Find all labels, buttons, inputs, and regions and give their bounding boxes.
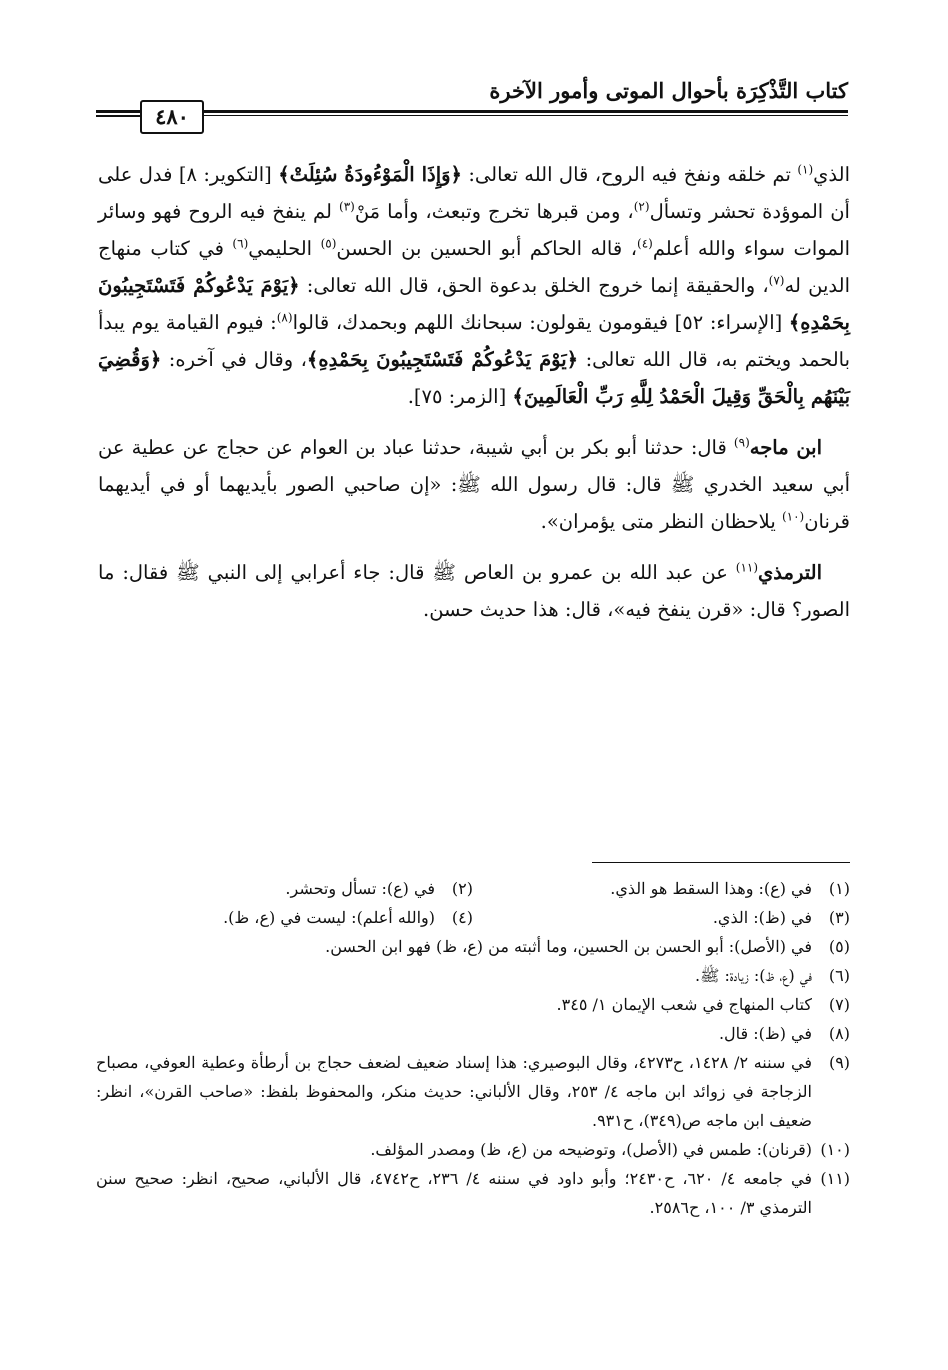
footnote-ref-5[interactable]: (٥) [320, 236, 337, 251]
footnote-7 [96, 990, 850, 1019]
main-text [98, 156, 850, 642]
text: [الزمر: ٧٥]. [407, 385, 513, 408]
footnote-ref-3[interactable]: (٣) [339, 199, 355, 214]
text: الذي [813, 163, 850, 186]
quran-verse: ﴿يَوْمَ يَدْعُوكُمْ فَتَسْتَجِيبُونَ بِحَمْدِهِ﴾ [306, 348, 579, 371]
hadith-source: ابن ماجه [749, 436, 823, 459]
footnote-number: (٥) [828, 937, 850, 956]
text: قال: حدثنا أبو بكر بن أبي شيبة، حدثنا عباد بن العوام عن حجاج عن عطية عن أبي سعيد الخدري ﷺ قال: قال رسول الله ﷺ: «إن صاحبي الصور بأيديهما أو في أيديهما قرنان [98, 436, 850, 533]
footnote-text: في (ع، ظ): زيادة: ﷺ. [695, 966, 812, 985]
header-rule-thin [96, 115, 848, 116]
footnote-11 [96, 1164, 850, 1222]
quran-verse: ﴿وَإِذَا الْمَوْءُودَةُ سُئِلَتْ﴾ [278, 163, 462, 186]
text: الحليمي [248, 237, 321, 260]
text: عن عبد الله بن عمرو بن العاص ﷺ قال: جاء أعرابي إلى النبي ﷺ فقال: ما الصور؟ قال: «قرن ينفخ فيه»، قال: هذا حديث حسن. [98, 561, 850, 621]
footnote-number: (٦) [828, 966, 850, 985]
page-header [96, 78, 848, 142]
footnote-ref-9[interactable]: (٩) [733, 435, 750, 450]
footnote-ref-4[interactable]: (٤) [637, 236, 653, 251]
text: تم خلقه ونفخ فيه الروح، قال الله تعالى: [461, 163, 798, 186]
header-rule [96, 110, 848, 113]
text: [الإسراء: ٥٢] فيقومون يقولون: سبحانك اللهم وبحمدك، قالوا [292, 311, 789, 334]
footnote-6 [96, 961, 850, 990]
footnote-ref-11[interactable]: (١١) [735, 560, 759, 575]
paragraph-3 [98, 554, 850, 628]
page-number: ٤٨٠ [140, 100, 204, 134]
quran-verse: ﴿يَوْمَ يَدْعُوكُمْ فَتَسْتَجِيبُونَ بِحَمْدِهِ﴾ [98, 274, 850, 334]
footnote-number: (٧) [828, 995, 850, 1014]
footnote-row [96, 903, 850, 932]
footnote-number: (٨) [828, 1024, 850, 1043]
text: يلاحظان النظر متى يؤمران». [540, 510, 782, 533]
footnote-text: في (الأصل): أبو الحسن بن الحسين، وما أثبته من (ع، ظ) فهو ابن الحسن. [325, 937, 812, 956]
text: : فيوم القيامة يوم يبدأ بالحمد ويختم به، قال الله تعالى: [98, 311, 851, 371]
paragraph-1 [98, 156, 850, 415]
text: [التكوير: ٨] فدل على أن الموؤدة تحشر وتسأل [98, 163, 850, 223]
text: لم ينفخ فيه الروح فهو وسائر الموات سواء والله أعلم [98, 200, 851, 260]
footnote-text: في سننه ٢/ ١٤٢٨، ح٤٢٧٣، وقال البوصيري: هذا إسناد ضعيف لضعف حجاج بن أرطأة وعطية العوفي، مصباح الزجاجة في زوائد ابن ماجه ٤/ ٢٥٣، وقال الألباني: حديث منكر، والمحفوظ بلفظ: «صاحب القرن»، انظر: ضعيف ابن ماجه ص(٣٤٩)، ح٩٣١. [96, 1053, 813, 1130]
quran-verse: ﴿وَقُضِيَ بَيْنَهُم بِالْحَقِّ وَقِيلَ الْحَمْدُ لِلَّهِ رَبِّ الْعَالَمِينَ﴾ [98, 348, 850, 408]
footnote-ref-1[interactable]: (١) [797, 162, 814, 177]
footnote-ref-6[interactable]: (٦) [232, 236, 249, 251]
text: ، قاله الحاكم أبو الحسين بن الحسن [336, 237, 637, 260]
text: ، وقال في آخره: [161, 348, 307, 371]
footnote-text: (قرنان): طمس في (الأصل)، وتوضيحه من (ع، ظ) ومصدر المؤلف. [370, 1140, 812, 1159]
footnote-number: (٣) [828, 908, 850, 927]
footnote-9 [96, 1048, 850, 1135]
footnote-text: (والله أعلم): ليست في (ع، ظ). [223, 908, 435, 927]
footnote-ref-8[interactable]: (٨) [276, 310, 293, 325]
paragraph-2 [98, 429, 850, 540]
footnote-number: (٤) [451, 908, 473, 927]
text: في كتاب منهاج الدين له [98, 237, 850, 297]
footnote-10 [96, 1135, 850, 1164]
hadith-source: الترمذي [758, 561, 822, 584]
footnote-2 [96, 874, 473, 903]
footnote-number: (٢) [451, 879, 473, 898]
footnote-5 [96, 932, 850, 961]
footnote-1 [473, 874, 850, 903]
page-number-tail [96, 115, 140, 117]
footnote-separator [592, 862, 850, 863]
footnote-text: في (ظ): قال. [718, 1024, 812, 1043]
footnote-text: كتاب المنهاج في شعب الإيمان ١/ ٣٤٥. [556, 995, 812, 1014]
footnote-ref-10[interactable]: (١٠) [781, 509, 805, 524]
footnote-text: في (ع): وهذا السقط هو الذي. [610, 879, 812, 898]
footnotes [96, 874, 850, 1222]
text: ، ومن قبرها تخرج وتبعث، وأما مَنْ [354, 200, 634, 223]
footnote-row [96, 874, 850, 903]
footnote-3 [473, 903, 850, 932]
footnote-4 [96, 903, 473, 932]
footnote-8 [96, 1019, 850, 1048]
footnote-number: (١٠) [820, 1140, 850, 1159]
footnote-number: (١١) [820, 1169, 851, 1188]
footnote-text: في (ظ): الذي. [712, 908, 812, 927]
footnote-text: في (ع): تسأل وتحشر. [285, 879, 435, 898]
text: ، والحقيقة إنما خروج الخلق بدعوة الحق، قال الله تعالى: [299, 274, 769, 297]
footnote-ref-2[interactable]: (٢) [633, 199, 650, 214]
footnote-ref-7[interactable]: (٧) [768, 273, 785, 288]
footnote-number: (١) [828, 879, 850, 898]
running-title: كتاب التَّذْكِرَة بأحوال الموتى وأمور الآخرة [489, 78, 848, 103]
footnote-number: (٩) [828, 1053, 851, 1072]
footnote-text: في جامعه ٤/ ٦٢٠، ح٢٤٣٠؛ وأبو داود في سننه ٤/ ٢٣٦، ح٤٧٤٢، قال الألباني، صحيح، انظر: صحيح سنن الترمذي ٣/ ١٠٠، ح٢٥٨٦. [96, 1169, 813, 1217]
